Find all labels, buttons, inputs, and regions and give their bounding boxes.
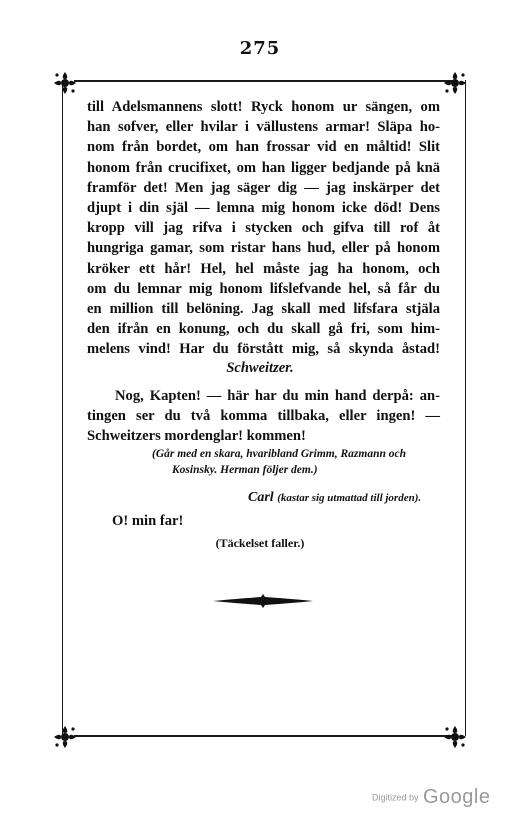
frame-top-rule: [74, 80, 452, 82]
text-line: kropp vill jag rifva i stycken och gifva till rof åt: [87, 220, 440, 237]
speech-carl: O! min far!: [112, 513, 184, 529]
corner-ornament-icon: [52, 724, 78, 750]
divider-ornament-icon: [213, 594, 313, 608]
text-line: till Adelsmannens slott! Ryck honom ur sängen, om: [87, 99, 440, 115]
text-line: en million till belöning. Jag skall med lifsfara stjäla: [87, 300, 440, 317]
google-logo: Google: [422, 786, 491, 808]
text-line: djupt i din själ — lemna mig honom icke död! Dens: [87, 199, 440, 216]
text-line: Nog, Kapten! — här har du min hand derpå: an-: [115, 388, 440, 404]
curtain-direction: (Täckelset faller.): [215, 536, 305, 550]
digitized-watermark: [372, 786, 490, 809]
stage-direction: Kosinsky. Herman följer dem.): [172, 464, 318, 476]
corner-ornament-icon: [442, 70, 468, 96]
page-number: 275: [239, 38, 281, 59]
text-line: Schweitzers mordenglar! kommen!: [87, 428, 306, 445]
text-line: honom från crucifixet, om han ligger bedjande på knä: [87, 159, 440, 176]
speaker-carl: [248, 490, 458, 506]
frame-bottom-rule: [74, 735, 452, 737]
corner-ornament-icon: [52, 70, 78, 96]
text-line: hungriga gamar, som ristar hans hud, eller på honom: [87, 240, 440, 257]
text-line: melens vind! Har du förstått mig, så skynda åstad!: [87, 341, 440, 358]
stage-direction: (kastar sig utmattad till jorden).: [277, 492, 422, 504]
speech-schweitzer: [87, 386, 440, 447]
speech-moor: [87, 97, 440, 359]
speaker-name: Carl: [248, 490, 274, 505]
text-line: han sofver, eller hvilar i vällustens armar! Släpa ho-: [87, 119, 440, 136]
corner-ornament-icon: [442, 724, 468, 750]
speaker-name: Schweitzer.: [226, 360, 294, 376]
text-line: den ifrån en konung, och du skall gå fri, som him-: [87, 321, 440, 338]
stage-direction: (Går med en skara, hvaribland Grimm, Razmann och: [152, 448, 406, 460]
text-line: nom från bordet, om han frossar vid en måltid! Slit: [87, 139, 440, 156]
text-line: om du lemnar mig honom lifslefvande hel, så får du: [87, 280, 440, 297]
digitized-by-label: Digitized by: [372, 792, 419, 803]
text-line: tingen ser du två komma tillbaka, eller ingen! —: [87, 408, 440, 425]
text-line: kröker ett hår! Hel, hel måste jag ha honom, och: [87, 260, 440, 277]
text-line: framför det! Men jag säger dig — jag inskärper det: [87, 179, 440, 196]
